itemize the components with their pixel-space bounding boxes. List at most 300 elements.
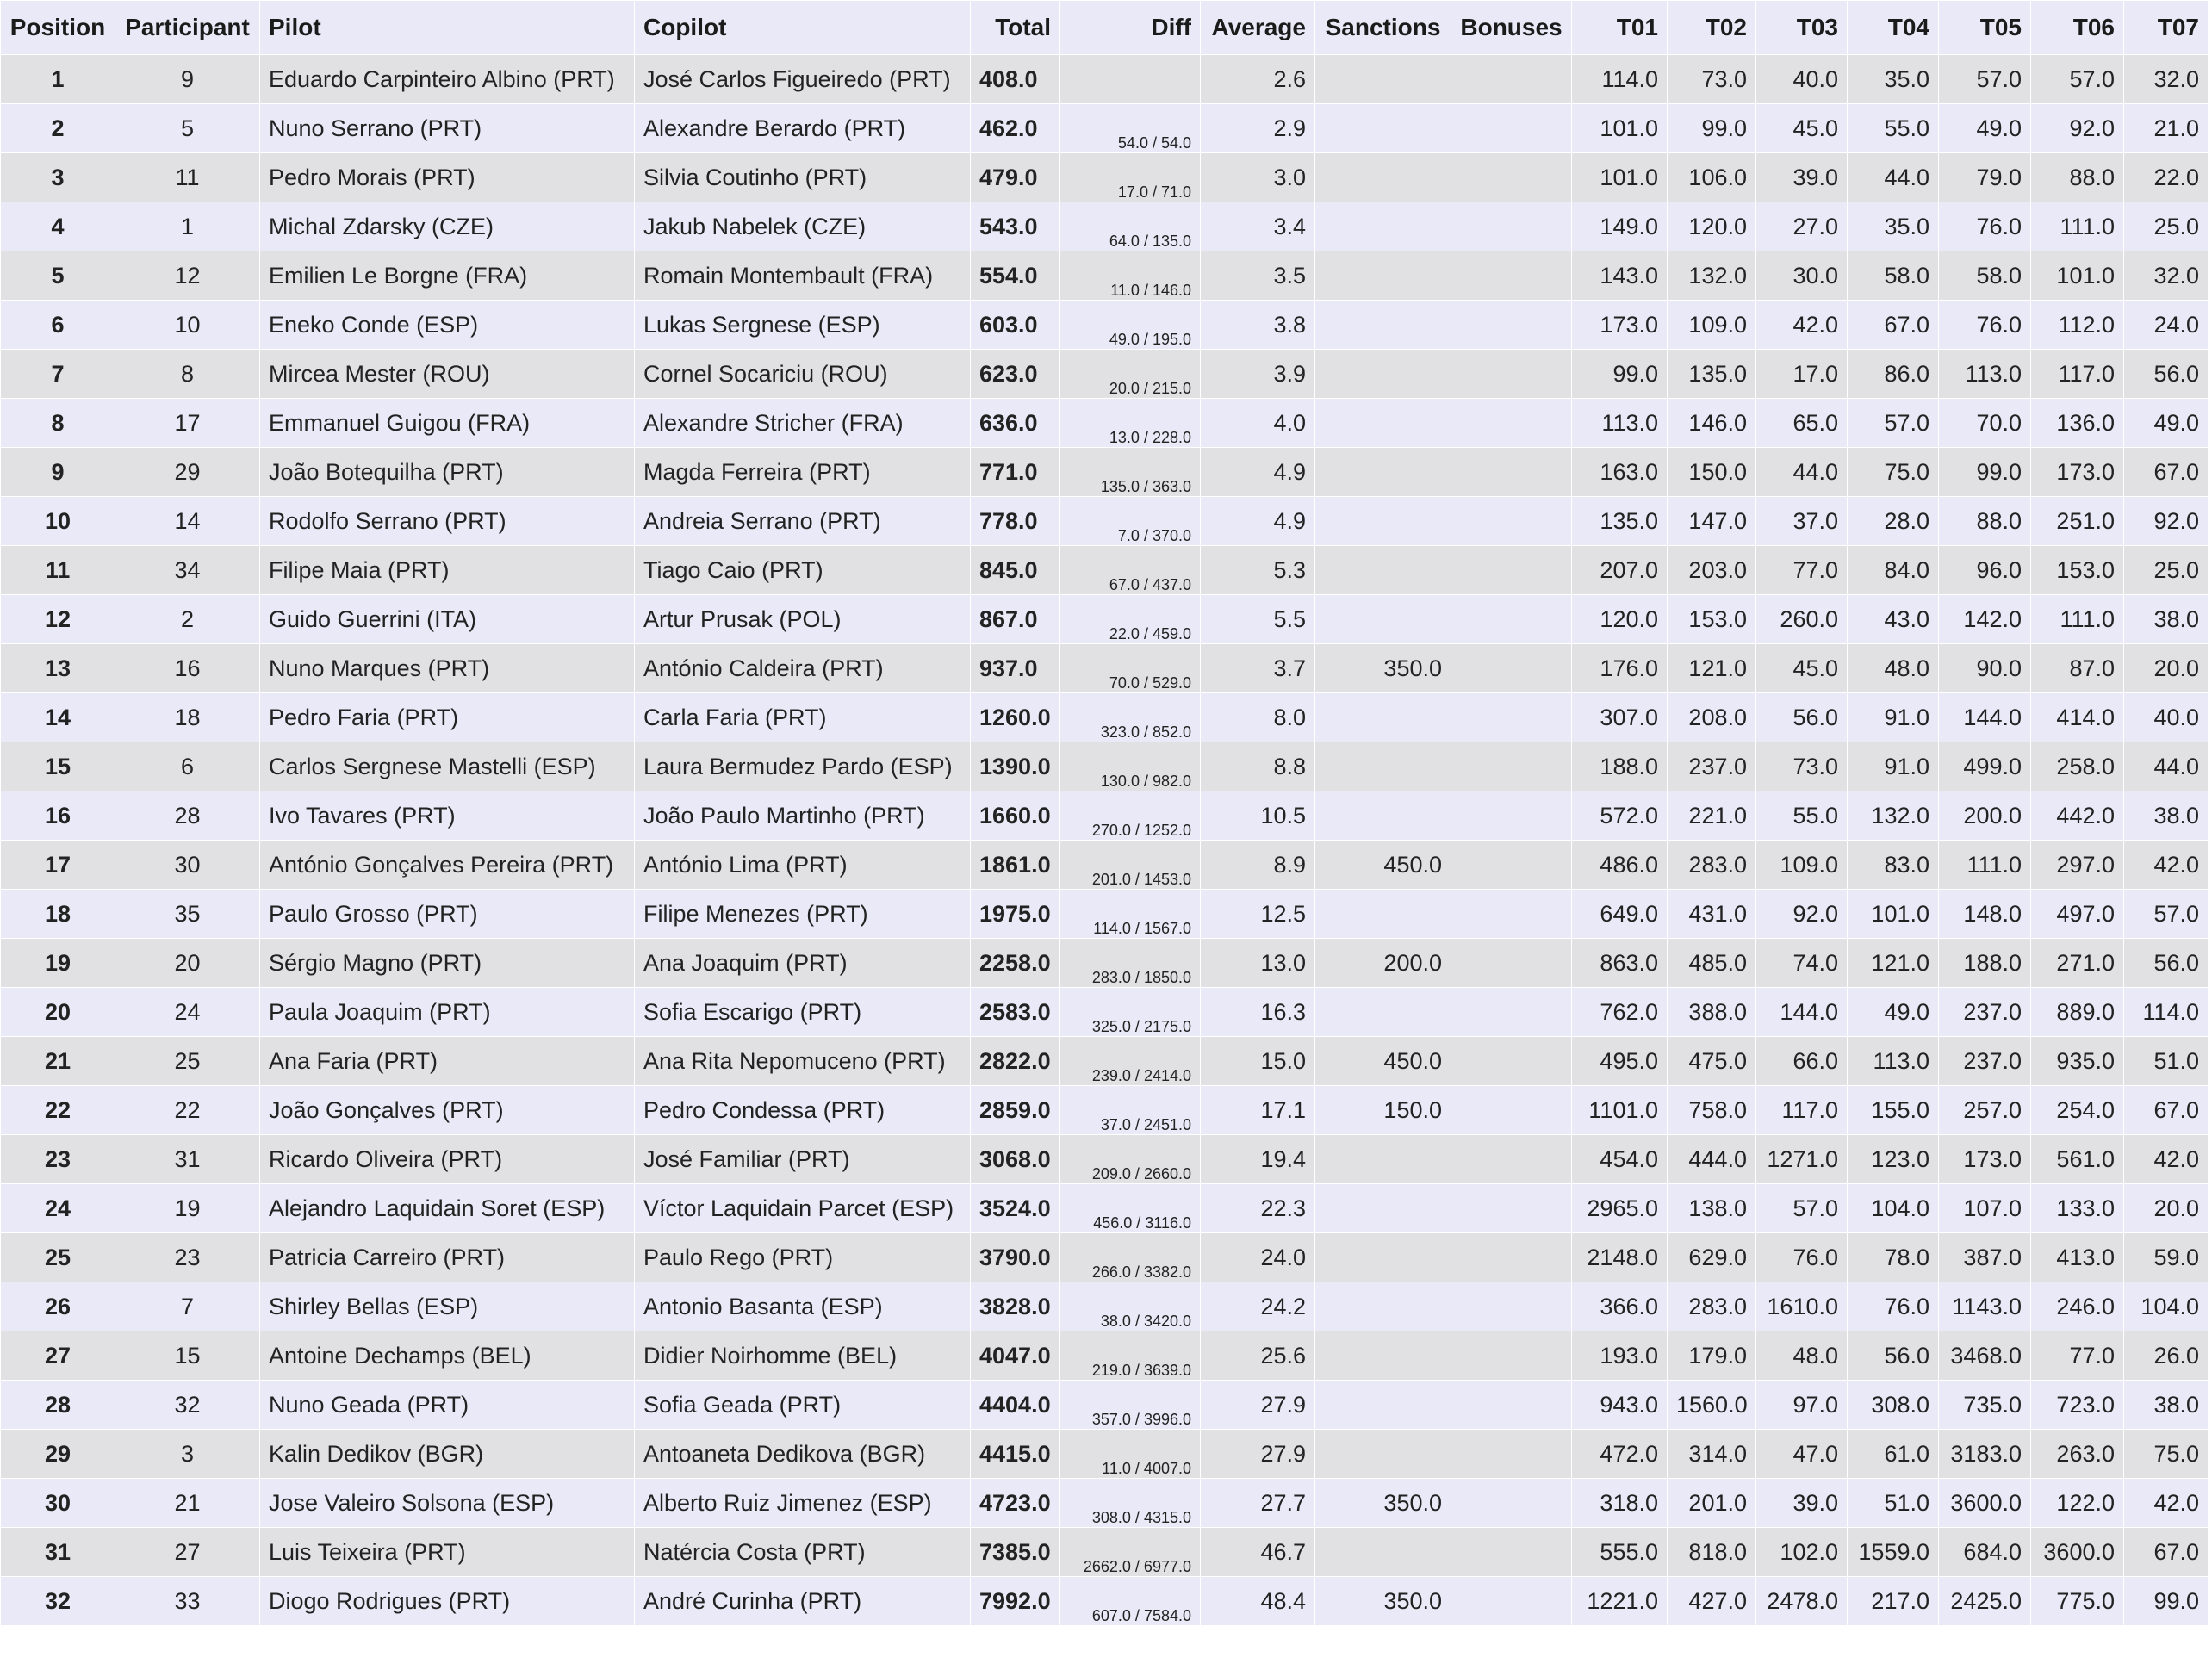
cell-position: 2 xyxy=(1,104,115,153)
header-copilot[interactable]: Copilot xyxy=(635,1,971,55)
cell-t03: 260.0 xyxy=(1756,595,1848,644)
cell-t07: 42.0 xyxy=(2124,1135,2209,1184)
cell-bonuses xyxy=(1451,350,1572,399)
cell-t02: 1560.0 xyxy=(1668,1381,1756,1430)
cell-total: 2583.0 xyxy=(971,988,1060,1037)
cell-t03: 1271.0 xyxy=(1756,1135,1848,1184)
cell-average: 3.7 xyxy=(1201,644,1315,693)
cell-diff: 67.0 / 437.0 xyxy=(1060,546,1201,595)
cell-sanctions: 350.0 xyxy=(1315,1577,1451,1626)
cell-t04: 83.0 xyxy=(1848,841,1939,890)
cell-t04: 75.0 xyxy=(1848,448,1939,497)
cell-t07: 20.0 xyxy=(2124,644,2209,693)
cell-t07: 104.0 xyxy=(2124,1282,2209,1331)
cell-t01: 173.0 xyxy=(1572,301,1668,350)
cell-t04: 91.0 xyxy=(1848,742,1939,791)
cell-position: 17 xyxy=(1,841,115,890)
cell-t05: 3468.0 xyxy=(1939,1331,2031,1381)
cell-position: 31 xyxy=(1,1528,115,1577)
cell-average: 48.4 xyxy=(1201,1577,1315,1626)
cell-t07: 38.0 xyxy=(2124,791,2209,841)
cell-average: 8.0 xyxy=(1201,693,1315,742)
cell-t03: 74.0 xyxy=(1756,939,1848,988)
cell-copilot: Paulo Rego (PRT) xyxy=(635,1233,971,1282)
cell-t04: 35.0 xyxy=(1848,202,1939,251)
cell-t05: 111.0 xyxy=(1939,841,2031,890)
table-row xyxy=(1,497,2209,546)
cell-average: 4.9 xyxy=(1201,497,1315,546)
cell-t01: 135.0 xyxy=(1572,497,1668,546)
header-t06[interactable]: T06 xyxy=(2031,1,2124,55)
cell-bonuses xyxy=(1451,644,1572,693)
cell-sanctions xyxy=(1315,1528,1451,1577)
cell-copilot: Alexandre Stricher (FRA) xyxy=(635,399,971,448)
header-average[interactable]: Average xyxy=(1201,1,1315,55)
header-pilot[interactable]: Pilot xyxy=(260,1,635,55)
table-row xyxy=(1,890,2209,939)
cell-diff: 54.0 / 54.0 xyxy=(1060,104,1201,153)
cell-diff: 239.0 / 2414.0 xyxy=(1060,1037,1201,1086)
cell-t05: 57.0 xyxy=(1939,55,2031,104)
cell-sanctions xyxy=(1315,742,1451,791)
table-row xyxy=(1,1135,2209,1184)
cell-participant: 25 xyxy=(115,1037,260,1086)
cell-diff: 38.0 / 3420.0 xyxy=(1060,1282,1201,1331)
cell-copilot: Silvia Coutinho (PRT) xyxy=(635,153,971,202)
cell-t01: 207.0 xyxy=(1572,546,1668,595)
cell-participant: 23 xyxy=(115,1233,260,1282)
results-body xyxy=(1,55,2209,1626)
cell-t06: 246.0 xyxy=(2031,1282,2124,1331)
cell-sanctions: 450.0 xyxy=(1315,841,1451,890)
cell-pilot: Rodolfo Serrano (PRT) xyxy=(260,497,635,546)
cell-total: 771.0 xyxy=(971,448,1060,497)
cell-t03: 44.0 xyxy=(1756,448,1848,497)
cell-t05: 107.0 xyxy=(1939,1184,2031,1233)
cell-pilot: Alejandro Laquidain Soret (ESP) xyxy=(260,1184,635,1233)
cell-pilot: Nuno Marques (PRT) xyxy=(260,644,635,693)
cell-position: 12 xyxy=(1,595,115,644)
cell-t07: 51.0 xyxy=(2124,1037,2209,1086)
cell-copilot: José Familiar (PRT) xyxy=(635,1135,971,1184)
cell-t01: 555.0 xyxy=(1572,1528,1668,1577)
cell-total: 2258.0 xyxy=(971,939,1060,988)
cell-t04: 56.0 xyxy=(1848,1331,1939,1381)
cell-t04: 35.0 xyxy=(1848,55,1939,104)
cell-copilot: Víctor Laquidain Parcet (ESP) xyxy=(635,1184,971,1233)
cell-copilot: Natércia Costa (PRT) xyxy=(635,1528,971,1577)
cell-average: 4.0 xyxy=(1201,399,1315,448)
cell-sanctions xyxy=(1315,399,1451,448)
cell-t06: 117.0 xyxy=(2031,350,2124,399)
cell-pilot: Ricardo Oliveira (PRT) xyxy=(260,1135,635,1184)
cell-copilot: Artur Prusak (POL) xyxy=(635,595,971,644)
cell-position: 16 xyxy=(1,791,115,841)
cell-t07: 42.0 xyxy=(2124,1479,2209,1528)
cell-t01: 863.0 xyxy=(1572,939,1668,988)
cell-t06: 3600.0 xyxy=(2031,1528,2124,1577)
cell-t02: 121.0 xyxy=(1668,644,1756,693)
cell-bonuses xyxy=(1451,1479,1572,1528)
cell-t03: 39.0 xyxy=(1756,153,1848,202)
cell-t03: 1610.0 xyxy=(1756,1282,1848,1331)
header-t02[interactable]: T02 xyxy=(1668,1,1756,55)
cell-bonuses xyxy=(1451,1577,1572,1626)
cell-t01: 113.0 xyxy=(1572,399,1668,448)
cell-bonuses xyxy=(1451,448,1572,497)
cell-t06: 133.0 xyxy=(2031,1184,2124,1233)
cell-participant: 14 xyxy=(115,497,260,546)
cell-sanctions: 200.0 xyxy=(1315,939,1451,988)
header-bonuses[interactable]: Bonuses xyxy=(1451,1,1572,55)
cell-bonuses xyxy=(1451,202,1572,251)
cell-t05: 237.0 xyxy=(1939,1037,2031,1086)
header-t03[interactable]: T03 xyxy=(1756,1,1848,55)
cell-t02: 818.0 xyxy=(1668,1528,1756,1577)
cell-t07: 24.0 xyxy=(2124,301,2209,350)
cell-copilot: Filipe Menezes (PRT) xyxy=(635,890,971,939)
cell-average: 4.9 xyxy=(1201,448,1315,497)
table-row xyxy=(1,644,2209,693)
header-sanctions[interactable]: Sanctions xyxy=(1315,1,1451,55)
cell-total: 479.0 xyxy=(971,153,1060,202)
cell-diff: 11.0 / 4007.0 xyxy=(1060,1430,1201,1479)
cell-total: 778.0 xyxy=(971,497,1060,546)
header-t07[interactable]: T07 xyxy=(2124,1,2209,55)
cell-total: 1260.0 xyxy=(971,693,1060,742)
table-row xyxy=(1,1331,2209,1381)
cell-t03: 77.0 xyxy=(1756,546,1848,595)
cell-position: 29 xyxy=(1,1430,115,1479)
table-row xyxy=(1,301,2209,350)
cell-average: 3.8 xyxy=(1201,301,1315,350)
cell-t04: 113.0 xyxy=(1848,1037,1939,1086)
cell-participant: 24 xyxy=(115,988,260,1037)
cell-t05: 76.0 xyxy=(1939,202,2031,251)
header-t01[interactable]: T01 xyxy=(1572,1,1668,55)
cell-diff: 607.0 / 7584.0 xyxy=(1060,1577,1201,1626)
cell-t04: 78.0 xyxy=(1848,1233,1939,1282)
cell-total: 543.0 xyxy=(971,202,1060,251)
cell-average: 8.8 xyxy=(1201,742,1315,791)
cell-participant: 6 xyxy=(115,742,260,791)
cell-t05: 70.0 xyxy=(1939,399,2031,448)
cell-t04: 67.0 xyxy=(1848,301,1939,350)
cell-t03: 144.0 xyxy=(1756,988,1848,1037)
table-row xyxy=(1,1037,2209,1086)
table-row xyxy=(1,1577,2209,1626)
cell-t03: 76.0 xyxy=(1756,1233,1848,1282)
cell-copilot: Alberto Ruiz Jimenez (ESP) xyxy=(635,1479,971,1528)
cell-t02: 444.0 xyxy=(1668,1135,1756,1184)
cell-t07: 56.0 xyxy=(2124,939,2209,988)
cell-t07: 42.0 xyxy=(2124,841,2209,890)
cell-t06: 935.0 xyxy=(2031,1037,2124,1086)
table-row xyxy=(1,693,2209,742)
cell-average: 25.6 xyxy=(1201,1331,1315,1381)
cell-t04: 61.0 xyxy=(1848,1430,1939,1479)
cell-t01: 114.0 xyxy=(1572,55,1668,104)
cell-t05: 499.0 xyxy=(1939,742,2031,791)
cell-t01: 2148.0 xyxy=(1572,1233,1668,1282)
cell-t05: 144.0 xyxy=(1939,693,2031,742)
cell-participant: 3 xyxy=(115,1430,260,1479)
cell-t01: 149.0 xyxy=(1572,202,1668,251)
cell-position: 23 xyxy=(1,1135,115,1184)
cell-t02: 109.0 xyxy=(1668,301,1756,350)
cell-participant: 16 xyxy=(115,644,260,693)
cell-pilot: Ivo Tavares (PRT) xyxy=(260,791,635,841)
cell-t05: 257.0 xyxy=(1939,1086,2031,1135)
cell-total: 623.0 xyxy=(971,350,1060,399)
cell-sanctions: 350.0 xyxy=(1315,1479,1451,1528)
cell-t01: 101.0 xyxy=(1572,104,1668,153)
cell-copilot: Laura Bermudez Pardo (ESP) xyxy=(635,742,971,791)
cell-average: 46.7 xyxy=(1201,1528,1315,1577)
header-position[interactable]: Position xyxy=(1,1,115,55)
cell-bonuses xyxy=(1451,55,1572,104)
cell-t04: 1559.0 xyxy=(1848,1528,1939,1577)
cell-pilot: João Botequilha (PRT) xyxy=(260,448,635,497)
cell-participant: 20 xyxy=(115,939,260,988)
cell-t05: 99.0 xyxy=(1939,448,2031,497)
cell-average: 24.2 xyxy=(1201,1282,1315,1331)
cell-t03: 102.0 xyxy=(1756,1528,1848,1577)
cell-t01: 572.0 xyxy=(1572,791,1668,841)
cell-bonuses xyxy=(1451,1331,1572,1381)
cell-pilot: Guido Guerrini (ITA) xyxy=(260,595,635,644)
cell-diff: 357.0 / 3996.0 xyxy=(1060,1381,1201,1430)
cell-t02: 237.0 xyxy=(1668,742,1756,791)
cell-copilot: Romain Montembault (FRA) xyxy=(635,251,971,301)
cell-copilot: Antoaneta Dedikova (BGR) xyxy=(635,1430,971,1479)
cell-bonuses xyxy=(1451,791,1572,841)
cell-pilot: Mircea Mester (ROU) xyxy=(260,350,635,399)
cell-participant: 28 xyxy=(115,791,260,841)
cell-t06: 254.0 xyxy=(2031,1086,2124,1135)
cell-t06: 77.0 xyxy=(2031,1331,2124,1381)
cell-t01: 193.0 xyxy=(1572,1331,1668,1381)
cell-t03: 97.0 xyxy=(1756,1381,1848,1430)
cell-t02: 283.0 xyxy=(1668,1282,1756,1331)
cell-t01: 1221.0 xyxy=(1572,1577,1668,1626)
cell-copilot: Antonio Basanta (ESP) xyxy=(635,1282,971,1331)
cell-diff xyxy=(1060,55,1201,104)
cell-t03: 27.0 xyxy=(1756,202,1848,251)
cell-participant: 33 xyxy=(115,1577,260,1626)
cell-average: 13.0 xyxy=(1201,939,1315,988)
header-t04[interactable]: T04 xyxy=(1848,1,1939,55)
table-row xyxy=(1,1233,2209,1282)
cell-position: 18 xyxy=(1,890,115,939)
cell-position: 7 xyxy=(1,350,115,399)
cell-copilot: Pedro Condessa (PRT) xyxy=(635,1086,971,1135)
cell-t06: 258.0 xyxy=(2031,742,2124,791)
cell-t03: 42.0 xyxy=(1756,301,1848,350)
cell-t01: 762.0 xyxy=(1572,988,1668,1037)
cell-total: 845.0 xyxy=(971,546,1060,595)
cell-t02: 73.0 xyxy=(1668,55,1756,104)
cell-t06: 889.0 xyxy=(2031,988,2124,1037)
cell-t05: 113.0 xyxy=(1939,350,2031,399)
cell-total: 554.0 xyxy=(971,251,1060,301)
cell-t02: 388.0 xyxy=(1668,988,1756,1037)
cell-t03: 117.0 xyxy=(1756,1086,1848,1135)
cell-t07: 22.0 xyxy=(2124,153,2209,202)
header-t05[interactable]: T05 xyxy=(1939,1,2031,55)
cell-t07: 56.0 xyxy=(2124,350,2209,399)
cell-t03: 2478.0 xyxy=(1756,1577,1848,1626)
cell-t06: 413.0 xyxy=(2031,1233,2124,1282)
cell-t07: 25.0 xyxy=(2124,202,2209,251)
cell-t03: 47.0 xyxy=(1756,1430,1848,1479)
header-diff[interactable]: Diff xyxy=(1060,1,1201,55)
cell-diff: 20.0 / 215.0 xyxy=(1060,350,1201,399)
cell-t04: 121.0 xyxy=(1848,939,1939,988)
cell-copilot: Lukas Sergnese (ESP) xyxy=(635,301,971,350)
cell-t02: 120.0 xyxy=(1668,202,1756,251)
cell-t01: 163.0 xyxy=(1572,448,1668,497)
cell-participant: 31 xyxy=(115,1135,260,1184)
table-row xyxy=(1,448,2209,497)
cell-t06: 136.0 xyxy=(2031,399,2124,448)
cell-sanctions xyxy=(1315,1135,1451,1184)
cell-t01: 176.0 xyxy=(1572,644,1668,693)
cell-t04: 132.0 xyxy=(1848,791,1939,841)
cell-position: 11 xyxy=(1,546,115,595)
cell-t06: 561.0 xyxy=(2031,1135,2124,1184)
cell-bonuses xyxy=(1451,251,1572,301)
cell-t07: 20.0 xyxy=(2124,1184,2209,1233)
cell-t07: 67.0 xyxy=(2124,448,2209,497)
cell-average: 19.4 xyxy=(1201,1135,1315,1184)
cell-t06: 263.0 xyxy=(2031,1430,2124,1479)
cell-t07: 44.0 xyxy=(2124,742,2209,791)
cell-t05: 3600.0 xyxy=(1939,1479,2031,1528)
cell-t05: 173.0 xyxy=(1939,1135,2031,1184)
cell-t05: 3183.0 xyxy=(1939,1430,2031,1479)
cell-pilot: António Gonçalves Pereira (PRT) xyxy=(260,841,635,890)
cell-bonuses xyxy=(1451,104,1572,153)
cell-t04: 49.0 xyxy=(1848,988,1939,1037)
cell-total: 1660.0 xyxy=(971,791,1060,841)
cell-t04: 55.0 xyxy=(1848,104,1939,153)
cell-participant: 7 xyxy=(115,1282,260,1331)
cell-t04: 91.0 xyxy=(1848,693,1939,742)
header-total[interactable]: Total xyxy=(971,1,1060,55)
cell-copilot: Jakub Nabelek (CZE) xyxy=(635,202,971,251)
cell-diff: 209.0 / 2660.0 xyxy=(1060,1135,1201,1184)
cell-copilot: Alexandre Berardo (PRT) xyxy=(635,104,971,153)
cell-participant: 10 xyxy=(115,301,260,350)
cell-bonuses xyxy=(1451,497,1572,546)
cell-bonuses xyxy=(1451,595,1572,644)
cell-pilot: Emilien Le Borgne (FRA) xyxy=(260,251,635,301)
cell-t03: 39.0 xyxy=(1756,1479,1848,1528)
cell-t07: 38.0 xyxy=(2124,595,2209,644)
table-row xyxy=(1,939,2209,988)
cell-t02: 146.0 xyxy=(1668,399,1756,448)
cell-t02: 485.0 xyxy=(1668,939,1756,988)
cell-t03: 73.0 xyxy=(1756,742,1848,791)
cell-bonuses xyxy=(1451,1381,1572,1430)
cell-t06: 87.0 xyxy=(2031,644,2124,693)
cell-t06: 111.0 xyxy=(2031,202,2124,251)
cell-average: 5.3 xyxy=(1201,546,1315,595)
cell-t07: 32.0 xyxy=(2124,251,2209,301)
cell-sanctions xyxy=(1315,988,1451,1037)
table-row xyxy=(1,1381,2209,1430)
table-row xyxy=(1,742,2209,791)
cell-t01: 143.0 xyxy=(1572,251,1668,301)
header-participant[interactable]: Participant xyxy=(115,1,260,55)
cell-t06: 173.0 xyxy=(2031,448,2124,497)
cell-sanctions xyxy=(1315,55,1451,104)
cell-position: 20 xyxy=(1,988,115,1037)
cell-position: 26 xyxy=(1,1282,115,1331)
cell-diff: 456.0 / 3116.0 xyxy=(1060,1184,1201,1233)
cell-t02: 758.0 xyxy=(1668,1086,1756,1135)
cell-copilot: Magda Ferreira (PRT) xyxy=(635,448,971,497)
table-row xyxy=(1,202,2209,251)
cell-t03: 40.0 xyxy=(1756,55,1848,104)
cell-copilot: Ana Rita Nepomuceno (PRT) xyxy=(635,1037,971,1086)
cell-copilot: Cornel Socariciu (ROU) xyxy=(635,350,971,399)
cell-t02: 314.0 xyxy=(1668,1430,1756,1479)
cell-participant: 1 xyxy=(115,202,260,251)
cell-average: 5.5 xyxy=(1201,595,1315,644)
cell-total: 7385.0 xyxy=(971,1528,1060,1577)
cell-diff: 11.0 / 146.0 xyxy=(1060,251,1201,301)
cell-t05: 88.0 xyxy=(1939,497,2031,546)
cell-total: 3790.0 xyxy=(971,1233,1060,1282)
cell-participant: 21 xyxy=(115,1479,260,1528)
cell-pilot: Michal Zdarsky (CZE) xyxy=(260,202,635,251)
cell-t03: 65.0 xyxy=(1756,399,1848,448)
cell-pilot: Patricia Carreiro (PRT) xyxy=(260,1233,635,1282)
cell-t02: 283.0 xyxy=(1668,841,1756,890)
cell-average: 10.5 xyxy=(1201,791,1315,841)
cell-diff: 325.0 / 2175.0 xyxy=(1060,988,1201,1037)
cell-t06: 112.0 xyxy=(2031,301,2124,350)
cell-bonuses xyxy=(1451,988,1572,1037)
cell-t02: 201.0 xyxy=(1668,1479,1756,1528)
cell-sanctions xyxy=(1315,1233,1451,1282)
cell-t07: 99.0 xyxy=(2124,1577,2209,1626)
cell-t07: 26.0 xyxy=(2124,1331,2209,1381)
cell-t05: 387.0 xyxy=(1939,1233,2031,1282)
cell-sanctions xyxy=(1315,251,1451,301)
cell-t05: 148.0 xyxy=(1939,890,2031,939)
cell-total: 4047.0 xyxy=(971,1331,1060,1381)
table-row xyxy=(1,153,2209,202)
cell-bonuses xyxy=(1451,153,1572,202)
cell-t03: 92.0 xyxy=(1756,890,1848,939)
cell-t04: 48.0 xyxy=(1848,644,1939,693)
cell-sanctions xyxy=(1315,546,1451,595)
cell-t03: 48.0 xyxy=(1756,1331,1848,1381)
cell-t04: 58.0 xyxy=(1848,251,1939,301)
cell-t01: 454.0 xyxy=(1572,1135,1668,1184)
cell-pilot: Paula Joaquim (PRT) xyxy=(260,988,635,1037)
cell-t04: 217.0 xyxy=(1848,1577,1939,1626)
cell-pilot: Ana Faria (PRT) xyxy=(260,1037,635,1086)
cell-copilot: Didier Noirhomme (BEL) xyxy=(635,1331,971,1381)
cell-pilot: Luis Teixeira (PRT) xyxy=(260,1528,635,1577)
cell-diff: 49.0 / 195.0 xyxy=(1060,301,1201,350)
cell-participant: 29 xyxy=(115,448,260,497)
cell-pilot: Emmanuel Guigou (FRA) xyxy=(260,399,635,448)
